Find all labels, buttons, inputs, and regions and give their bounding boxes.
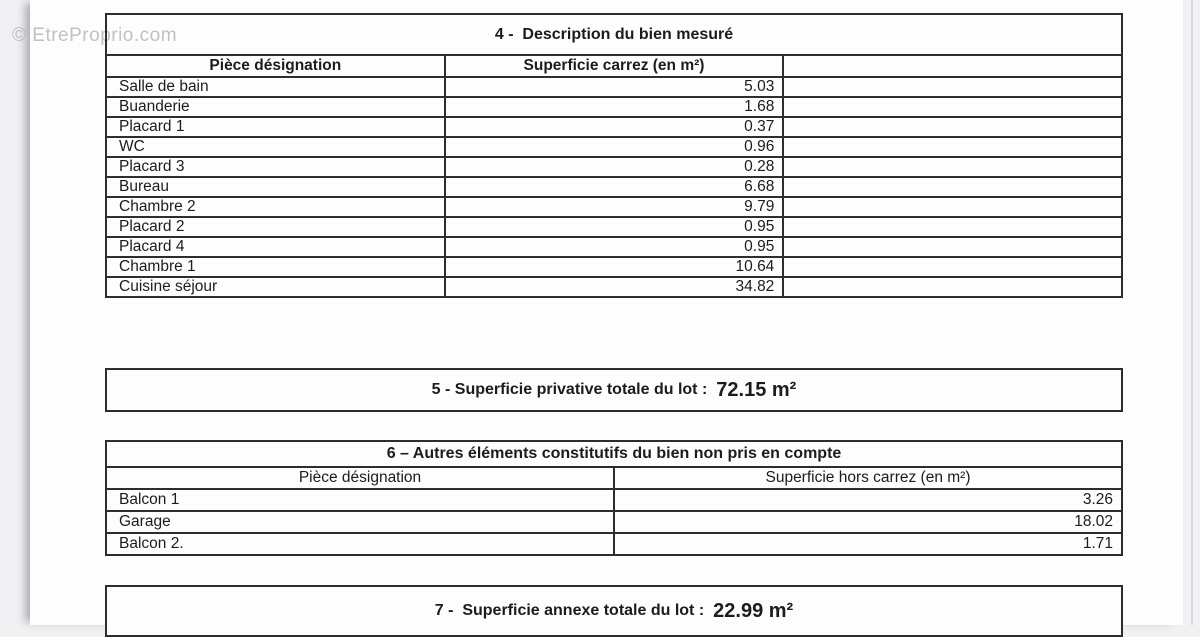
room-value-cell: 5.03: [445, 77, 784, 97]
room-name-cell: Salle de bain: [106, 77, 445, 97]
room-value-cell: 0.95: [445, 217, 784, 237]
spare-cell: [783, 77, 1122, 97]
table-row: [106, 257, 1122, 277]
spare-cell: [783, 157, 1122, 177]
room-name-cell: Placard 2: [106, 217, 445, 237]
table-row: [106, 511, 1122, 533]
section6-col2-header: Superficie hors carrez (en m²): [614, 467, 1122, 489]
room-value-cell: 34.82: [445, 277, 784, 297]
section6-table: [105, 440, 1123, 556]
section6-title: 6 – Autres éléments constitutifs du bien non pris en compte: [106, 441, 1122, 467]
watermark: © EtreProprio.com: [12, 25, 178, 46]
spare-cell: [783, 257, 1122, 277]
room-name-cell: Cuisine séjour: [106, 277, 445, 297]
section5-total-box: [105, 368, 1123, 412]
table-row: [106, 217, 1122, 237]
section5-label: 5 - Superficie privative totale du lot :: [431, 381, 708, 398]
section4-title: 4 - Description du bien mesuré: [106, 14, 1122, 55]
section6-title-row: [106, 441, 1122, 467]
section4-spare-column: [783, 55, 1122, 77]
spare-cell: [783, 277, 1122, 297]
room-name-cell: Buanderie: [106, 97, 445, 117]
room-value-cell: 0.96: [445, 137, 784, 157]
table-row: [106, 137, 1122, 157]
room-name-cell: Placard 1: [106, 117, 445, 137]
section4-header-row: [106, 55, 1122, 77]
section4-table: [105, 13, 1123, 298]
room-value-cell: 1.71: [614, 533, 1122, 555]
room-value-cell: 6.68: [445, 177, 784, 197]
room-value-cell: 0.95: [445, 237, 784, 257]
section7-total-box: [105, 585, 1123, 637]
room-name-cell: Placard 4: [106, 237, 445, 257]
section4-col2-header: Superficie carrez (en m²): [445, 55, 784, 77]
room-name-cell: WC: [106, 137, 445, 157]
section4-col1-header: Pièce désignation: [106, 55, 445, 77]
spare-cell: [783, 177, 1122, 197]
spare-cell: [783, 137, 1122, 157]
room-name-cell: Placard 3: [106, 157, 445, 177]
spare-cell: [783, 97, 1122, 117]
room-name-cell: Chambre 2: [106, 197, 445, 217]
room-name-cell: Chambre 1: [106, 257, 445, 277]
room-value-cell: 0.37: [445, 117, 784, 137]
table-row: [106, 197, 1122, 217]
table-row: [106, 97, 1122, 117]
room-name-cell: Bureau: [106, 177, 445, 197]
section6-col1-header: Pièce désignation: [106, 467, 614, 489]
room-value-cell: 10.64: [445, 257, 784, 277]
spare-cell: [783, 197, 1122, 217]
table-row: [106, 277, 1122, 297]
spare-cell: [783, 117, 1122, 137]
section4-title-row: [106, 14, 1122, 55]
room-name-cell: Balcon 1: [106, 489, 614, 511]
spare-cell: [783, 237, 1122, 257]
table-row: [106, 77, 1122, 97]
section7-total-value: 22.99 m²: [713, 599, 794, 622]
room-name-cell: Balcon 2.: [106, 533, 614, 555]
spare-cell: [783, 217, 1122, 237]
table-row: [106, 237, 1122, 257]
table-row: [106, 117, 1122, 137]
room-value-cell: 1.68: [445, 97, 784, 117]
page-right-edge: [1191, 0, 1193, 625]
room-value-cell: 3.26: [614, 489, 1122, 511]
section7-label: 7 - Superficie annexe totale du lot :: [434, 602, 705, 619]
section6-header-row: [106, 467, 1122, 489]
room-name-cell: Garage: [106, 511, 614, 533]
room-value-cell: 9.79: [445, 197, 784, 217]
table-row: [106, 489, 1122, 511]
room-value-cell: 0.28: [445, 157, 784, 177]
section5-total-value: 72.15 m²: [716, 378, 797, 401]
table-row: [106, 177, 1122, 197]
room-value-cell: 18.02: [614, 511, 1122, 533]
table-row: [106, 157, 1122, 177]
table-row: [106, 533, 1122, 555]
